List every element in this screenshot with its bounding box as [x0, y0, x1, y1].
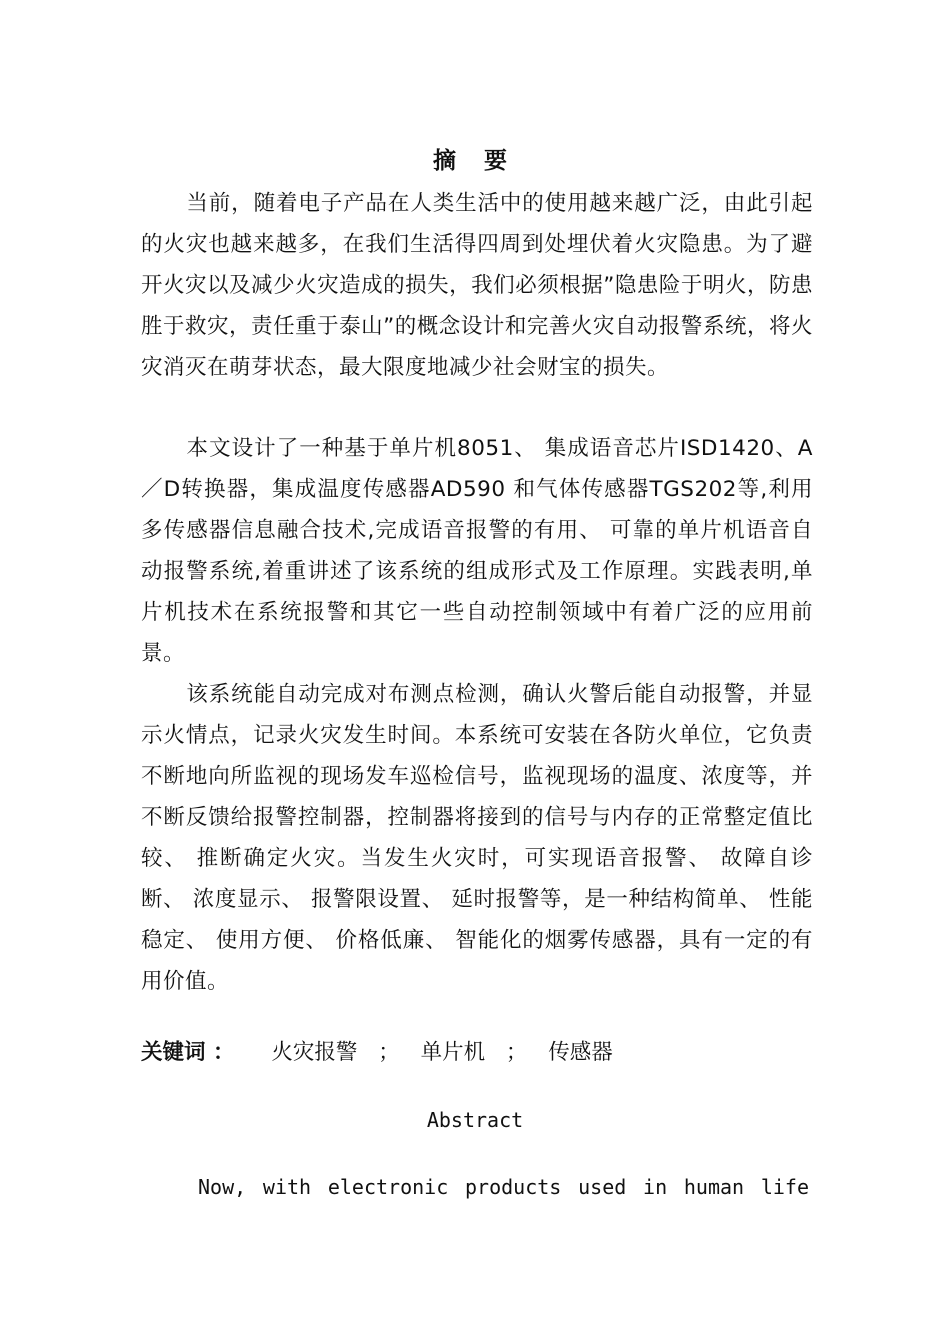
keyword-separator: ；	[378, 1040, 400, 1065]
keyword-item: 传感器	[548, 1040, 613, 1065]
abstract-paragraph-1	[141, 183, 813, 388]
abstract-title-cn: 摘 要	[432, 148, 517, 174]
keywords-line	[141, 1036, 813, 1070]
keywords-label: 关键词 ：	[141, 1040, 235, 1065]
abstract-paragraph-2-text: 本文设计了一种基于单片机8051、 集成语音芯片ISD1420、A／D转换器，集成温度传感器AD590 和气体传感器TGS202等,利用多传感器信息融合技术,完成语音报警的有用、 可靠的单片机语音自动报警系统,着重讲述了该系统的组成形式及工作原理。实践表明,单片机技术在系统报警和其它一些自动控制领域中有着广泛的应用前景。	[141, 436, 813, 666]
keyword-separator: ；	[505, 1040, 528, 1065]
abstract-paragraph-3-text: 该系统能自动完成对布测点检测，确认火警后能自动报警，并显示火情点，记录火灾发生时间。本系统可安装在各防火单位，它负责不断地向所监视的现场发车巡检信号，监视现场的温度、浓度等，并不断反馈给报警控制器，控制器将接到的信号与内存的正常整定值比较、 推断确定火灾。当发生火灾时，可实现语音报警、 故障自诊断、 浓度显示、 报警限设置、 延时报警等，是一种结构简单、 性能稳定、 使用方便、 价格低廉、 智能化的烟雾传感器，具有一定的有用价值。	[141, 682, 813, 994]
keyword-item: 火灾报警	[271, 1040, 358, 1065]
abstract-title-en: Abstract	[426, 1108, 524, 1132]
keyword-item: 单片机	[420, 1040, 486, 1065]
abstract-paragraph-1-text: 当前，随着电子产品在人类生活中的使用越来越广泛，由此引起的火灾也越来越多，在我们生活得四周到处埋伏着火灾隐患。为了避开火灾以及减少火灾造成的损失，我们必须根据”隐患险于明火，防患胜于救灾，责任重于泰山”的概念设计和完善火灾自动报警系统，将火灾消灭在萌芽状态，最大限度地减少社会财宝的损失。	[141, 191, 813, 380]
abstract-text-en: Now, with electronic products used in human life	[198, 1175, 809, 1199]
abstract-paragraph-3	[141, 674, 813, 1002]
abstract-paragraph-2	[141, 428, 813, 674]
